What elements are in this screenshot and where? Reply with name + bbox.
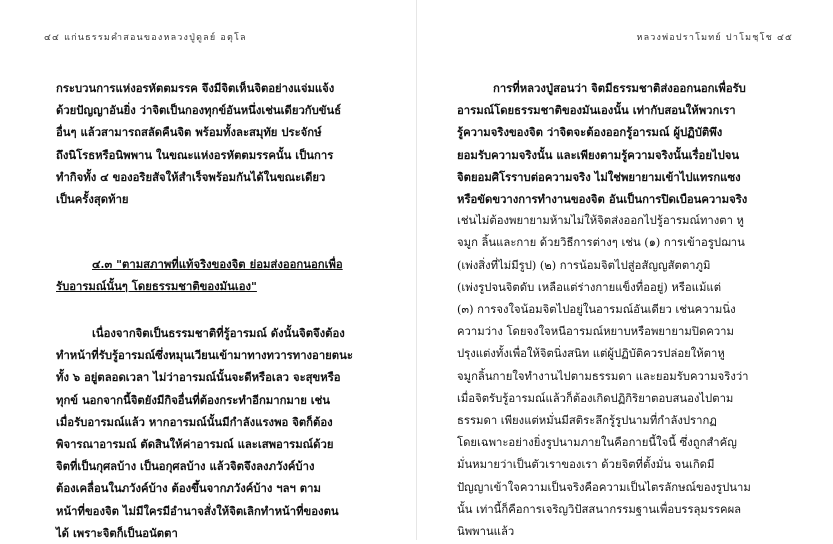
text-line: มั่นหมายว่าเป็นตัวเราของเรา ด้วยจิตที่ตั้งมั่น จนเกิดมี — [457, 458, 715, 472]
text-line: นิพพานแล้ว — [457, 525, 515, 539]
text-line: จมูกลิ้นกายใจทำงานไปตามธรรมดา และยอมรับความจริงว่า — [457, 369, 749, 383]
text-line: ความว่าง โดยจงใจหนีอารมณ์หยาบหรือพยายามปิดความ — [457, 325, 734, 339]
text-line: ยอมรับความจริงนั้น และเพียงตามรู้ความจริงนั้นเรื่อยไปจน — [457, 147, 740, 162]
left-paragraph-1 — [56, 77, 356, 210]
text-line: เมื่อรับอารมณ์แล้ว หากอารมณ์นั้นมีกำลังแรงพอ จิตก็ต้อง — [56, 414, 333, 429]
text-line: ปรุงแต่งทั้งเพื่อให้จิตนิ่งสนิท แต่ผู้ปฏิบัติควรปล่อยให้ตาหู — [457, 347, 725, 361]
text-line: ทั้ง ๖ อยู่ตลอดเวลา ไม่ว่าอารมณ์นั้นจะดีหรือเลว จะสุขหรือ — [56, 370, 341, 385]
text-line: ได้ เพราะจิตก็เป็นอนัตตา — [56, 525, 178, 540]
text-line: ต้องเคลื่อนในภวังค์บ้าง ต้องขึ้นจากภวังค์บ้าง ฯลฯ ตาม — [56, 481, 321, 496]
text-line: หรือขัดขวางการทำงานของจิต อันเป็นการปิดเบือนความจริง — [457, 192, 748, 207]
text-line: (เพ่งรูปจนจิตดับ เหลือแต่ร่างกายแข็งทื่ออยู่) หรือแม้แต่ — [457, 280, 722, 294]
text-line: ด้วยปัญญาอันยิ่ง ว่าจิตเป็นกองทุกข์อันหนึ่งเช่นเดียวกับขันธ์ — [56, 103, 342, 118]
text-line: โดยเฉพาะอย่างยิ่งรูปนามภายในคือกายนี้ใจนี้ ซึ่งถูกสำคัญ — [457, 436, 737, 450]
text-line: รู้ความจริงของจิต ว่าจิตจะต้องออกรู้อารมณ์ ผู้ปฏิบัติพึง — [457, 125, 723, 140]
text-line: เมื่อจิตรับรู้อารมณ์แล้วก็ต้องเกิดปฏิกิริยาตอบสนองไปตาม — [457, 391, 734, 405]
text-line: กระบวนการแห่งอรหัตตมรรค จึงมีจิตเห็นจิตอย่างแจ่มแจ้ง — [56, 81, 335, 95]
text-line: จิตที่เป็นกุศลบ้าง เป็นอกุศลบ้าง แล้วจิตจึงลงภวังค์บ้าง — [56, 459, 315, 474]
right-paragraph — [457, 77, 802, 543]
text-line: (๓) การจงใจน้อมจิตไปอยู่ในอารมณ์อันเดียว เช่นความนิ่ง — [457, 303, 736, 317]
text-line: จมูก ลิ้นและกาย ด้วยวิธีการต่างๆ เช่น (๑) การเข้าอรูปฌาน — [457, 236, 745, 250]
left-page — [0, 0, 416, 540]
text-line: ถึงนิโรธหรือนิพพาน ในขณะแห่งอรหัตตมรรคนั้น เป็นการ — [56, 147, 334, 162]
text-line: ปัญญาเข้าใจความเป็นจริงคือความเป็นไตรลักษณ์ของรูปนาม — [457, 480, 751, 494]
text-line: เป็นครั้งสุดท้าย — [56, 192, 129, 207]
right-page-header: หลวงพ่อปราโมทย์ ปาโมชฺโช ๔๕ — [636, 33, 793, 43]
text-line: เนื่องจากจิตเป็นธรรมชาติที่รู้อารมณ์ ดังนั้นจิตจึงต้อง — [92, 326, 345, 340]
text-line: จิตยอมศิโรราบต่อความจริง ไม่ใช่พยายามเข้าไปแทรกแซง — [457, 169, 741, 184]
left-paragraph-2 — [56, 322, 356, 544]
text-line: นั้น เท่านี้ก็คือการเจริญวิปัสสนากรรมฐานเพื่อบรรลุมรรคผล — [457, 502, 742, 516]
section-heading — [56, 253, 356, 297]
text-line: ธรรมดา เพียงแต่หมั่นมีสติระลึกรู้รูปนามที่กำลังปรากฏ — [457, 414, 717, 428]
text-line: อารมณ์โดยธรรมชาติของมันเองนั้น เท่ากับสอนให้พวกเรา — [457, 103, 736, 118]
text-line: หน้าที่ของจิต ไม่มีใครมีอำนาจสั่งให้จิตเลิกทำหน้าที่ของตน — [56, 503, 339, 518]
text-line: พิจารณาอารมณ์ ตัดสินให้ค่าอารมณ์ และเสพอารมณ์ด้วย — [56, 437, 334, 452]
heading-line: ๔.๓ "ตามสภาพที่แท้จริงของจิต ย่อมส่งออกนอกเพื่อ — [92, 257, 343, 271]
text-line: เช่นไม่ต้องพยายามห้ามไม่ให้จิตส่งออกไปรู้อารมณ์ทางตา หู — [457, 214, 745, 228]
text-line: ทุกข์ นอกจากนี้จิตยังมีกิจอื่นที่ต้องกระทำอีกมากมาย เช่น — [56, 392, 331, 407]
text-line: ทำกิจทั้ง ๔ ของอริยสัจให้สำเร็จพร้อมกันได้ในขณะเดียว — [56, 169, 326, 184]
text-line: (เพ่งสิ่งที่ไม่มีรูป) (๒) การน้อมจิตไปสู่อสัญญสัตตาภูมิ — [457, 258, 711, 272]
right-page — [417, 0, 833, 540]
text-line: ทำหน้าที่รับรู้อารมณ์ซึ่งหมุนเวียนเข้ามาทางทวารทางอายตนะ — [56, 348, 353, 363]
heading-line: รับอารมณ์นั้นๆ โดยธรรมชาติของมันเอง" — [56, 279, 257, 294]
text-line: การที่หลวงปู่สอนว่า จิตมีธรรมชาติส่งออกนอกเพื่อรับ — [493, 81, 746, 95]
left-page-header: ๔๔ แก่นธรรมคำสอนของหลวงปู่ดูลย์ อตุโล — [44, 33, 247, 43]
text-line: อื่นๆ แล้วสามารถสลัดคืนจิต พร้อมทั้งละสมุทัย ประจักษ์ — [56, 125, 322, 140]
